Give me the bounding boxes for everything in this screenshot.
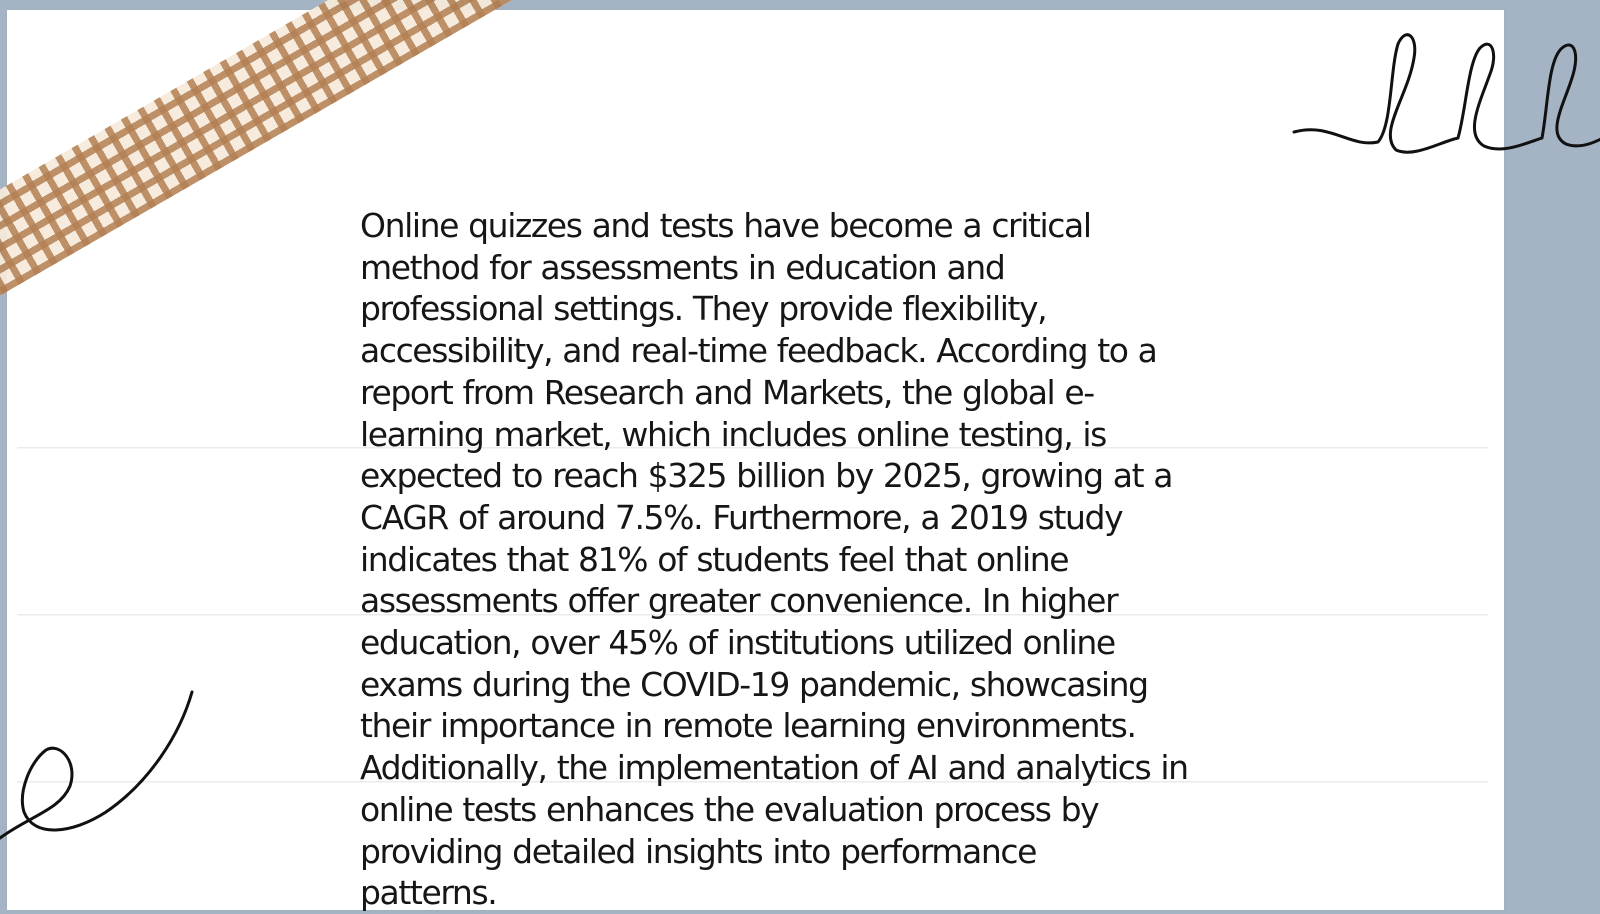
paragraph-line: Additionally, the implementation of AI and analytics in: [360, 748, 1188, 788]
loop-checkmark-bottom-left: [0, 690, 200, 850]
paragraph-line: providing detailed insights into performance: [360, 831, 1037, 871]
loop-squiggle-top-right: [1290, 30, 1600, 170]
paragraph-line: professional settings. They provide flexibility,: [360, 289, 1047, 329]
paragraph-line: their importance in remote learning environments.: [360, 706, 1136, 746]
paragraph-line: education, over 45% of institutions utilized online: [360, 623, 1115, 663]
paragraph-line: CAGR of around 7.5%. Furthermore, a 2019 study: [360, 497, 1123, 537]
paragraph-line: online tests enhances the evaluation process by: [360, 789, 1099, 829]
paragraph-line: learning market, which includes online testing, is: [360, 414, 1106, 454]
body-paragraph: [360, 205, 1260, 914]
paragraph-line: exams during the COVID-19 pandemic, showcasing: [360, 664, 1148, 704]
paragraph-line: assessments offer greater convenience. In higher: [360, 581, 1118, 621]
paragraph-line: Online quizzes and tests have become a critical: [360, 206, 1091, 245]
paragraph-line: expected to reach $325 billion by 2025, growing at a: [360, 456, 1173, 496]
paragraph-line: indicates that 81% of students feel that online: [360, 539, 1069, 579]
paragraph-line: patterns.: [360, 873, 497, 913]
paragraph-line: method for assessments in education and: [360, 247, 1005, 287]
paragraph-line: report from Research and Markets, the global e-: [360, 372, 1094, 412]
paragraph-line: accessibility, and real-time feedback. According to a: [360, 331, 1157, 371]
